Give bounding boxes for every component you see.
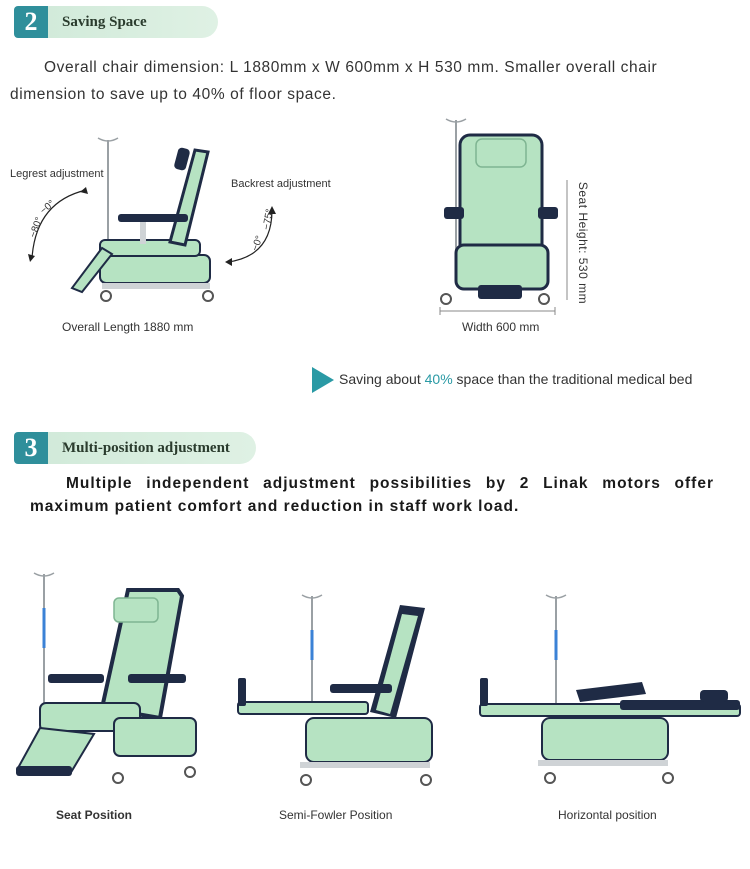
section-title: Multi-position adjustment — [62, 440, 230, 456]
section-title: Saving Space — [62, 14, 147, 30]
width-caption: Width 600 mm — [462, 320, 540, 334]
backrest-adjustment-label: Backrest adjustment — [231, 178, 331, 190]
chair-horizontal-position-illustration — [472, 590, 744, 790]
section-number: 2 — [14, 6, 48, 38]
chair-seat-position-illustration — [10, 568, 210, 788]
saving-space-text: Overall chair dimension: L 1880mm x W 600mm x H 530 mm. Smaller overall chair dimension to save up to 40% of floor space. — [10, 59, 658, 103]
legrest-angle-start: −80° — [27, 215, 46, 240]
section-number: 3 — [14, 432, 48, 464]
horizontal-position-caption: Horizontal position — [558, 808, 657, 822]
saving-statement — [339, 371, 692, 387]
saving-prefix: Saving about — [339, 371, 425, 387]
chair-side-view-illustration — [20, 130, 320, 310]
section-3-header — [14, 432, 256, 464]
backrest-angle-end: −75° — [261, 208, 276, 231]
arrow-pointer-icon — [312, 367, 334, 393]
backrest-angle-start: −0° — [249, 234, 266, 253]
seat-height-label: Seat Height: 530 mm — [576, 181, 591, 305]
section-2-header — [14, 6, 218, 38]
saving-percent: 40% — [424, 371, 453, 387]
multi-position-text: Multiple independent adjustment possibilities by 2 Linak motors offer maximum patient comfort and reduction in staff work load. — [30, 475, 714, 515]
saving-suffix: space than the traditional medical bed — [452, 371, 693, 387]
legrest-angle-end: −0° — [38, 198, 58, 217]
chair-front-view-illustration — [430, 115, 580, 320]
overall-length-caption: Overall Length 1880 mm — [62, 320, 194, 334]
seat-position-caption: Seat Position — [56, 808, 133, 822]
chair-semi-fowler-position-illustration — [230, 590, 440, 790]
legrest-adjustment-label: Legrest adjustment — [10, 168, 104, 180]
semi-fowler-position-caption: Semi-Fowler Position — [279, 808, 393, 822]
